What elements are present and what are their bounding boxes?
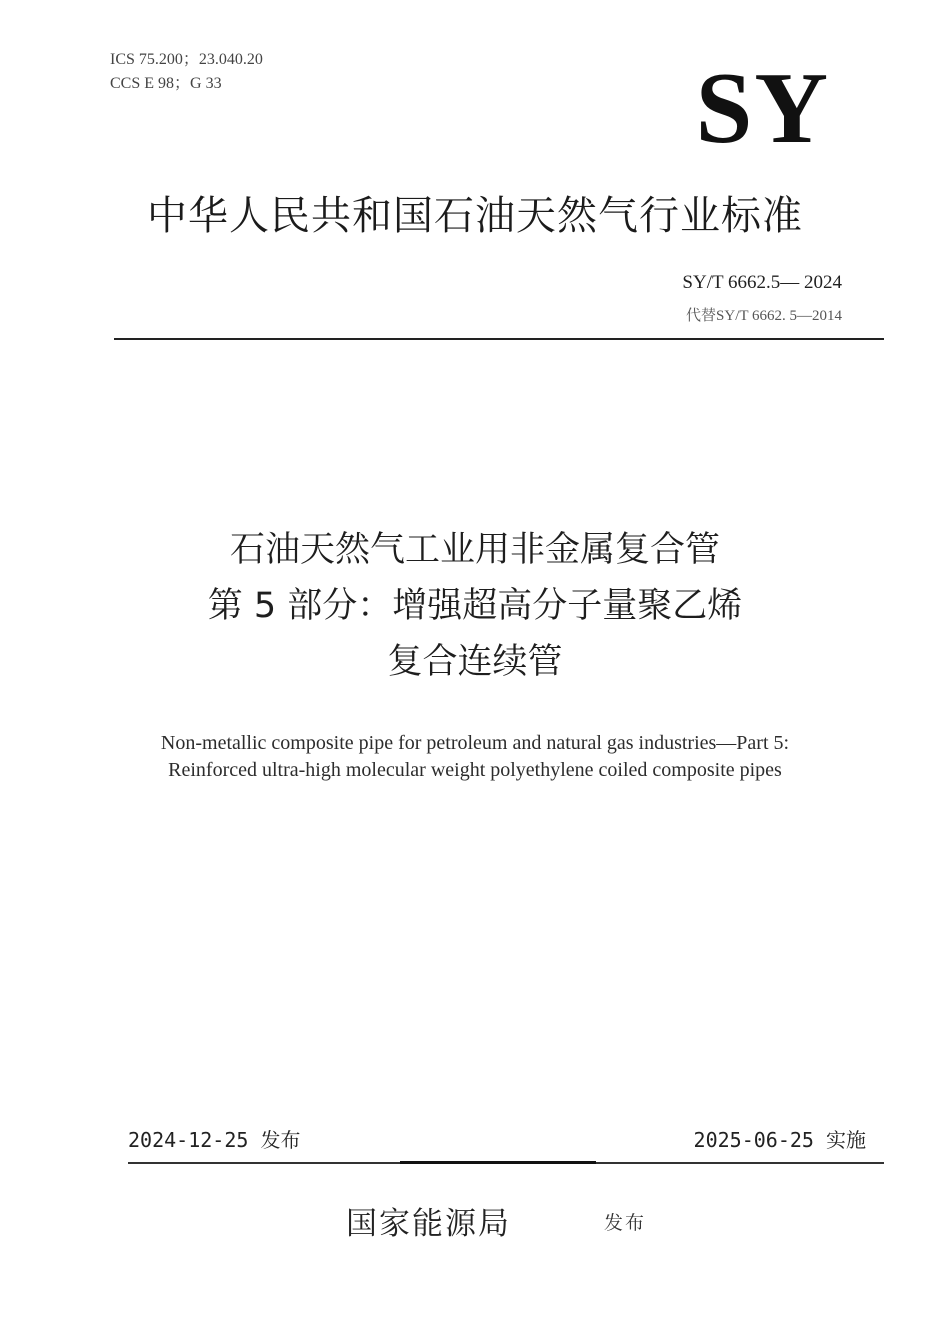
replaces-note: 代替SY/T 6662. 5—2014: [686, 308, 842, 324]
header-divider: [114, 338, 884, 340]
implementation-date: 2025-06-25 实施: [693, 1128, 866, 1152]
ccs-code: CCS E 98；G 33: [110, 75, 222, 92]
chinese-title: [0, 522, 950, 690]
footer-divider-accent: [400, 1161, 596, 1164]
chinese-title-line-1: 石油天然气工业用非金属复合管: [229, 530, 720, 570]
standard-number: SY/T 6662.5— 2024: [682, 272, 842, 293]
standard-type-title: 中华人民共和国石油天然气行业标准: [147, 193, 803, 239]
english-title-line-2: Reinforced ultra-high molecular weight polyethylene coiled composite pipes: [168, 759, 782, 781]
sy-logo: SY: [695, 52, 830, 165]
publish-date: 2024-12-25 发布: [128, 1128, 301, 1152]
chinese-title-line-3: 复合连续管: [387, 642, 563, 682]
issue-label: 发布: [604, 1212, 647, 1234]
chinese-title-line-2: 第 5 部分：增强超高分子量聚乙烯: [207, 586, 743, 626]
english-title: [0, 730, 950, 784]
ics-code: ICS 75.200；23.040.20: [110, 51, 263, 68]
issuing-authority: 国家能源局: [346, 1206, 511, 1242]
english-title-line-1: Non-metallic composite pipe for petroleum and natural gas industries—Part 5:: [160, 732, 790, 754]
